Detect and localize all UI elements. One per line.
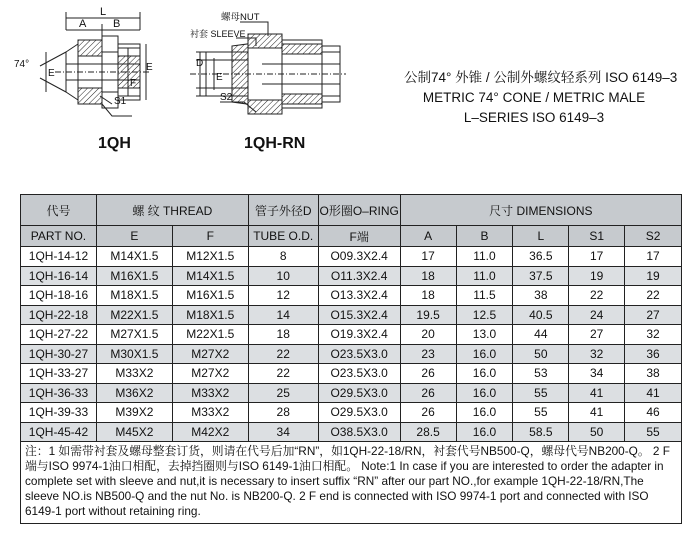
dimensions-table [20, 194, 682, 524]
cell-dim-a: 18 [400, 286, 456, 306]
table-row [21, 325, 682, 345]
cell-tube-od: 25 [248, 383, 318, 403]
table-row [21, 247, 682, 267]
cell-thread-f: M42X2 [172, 422, 248, 442]
dim-e-right-label: E [146, 62, 153, 73]
cell-thread-f: M22X1.5 [172, 325, 248, 345]
cell-dim-a: 20 [400, 325, 456, 345]
header-l: L [513, 226, 569, 247]
cell-dim-s1: 22 [569, 286, 625, 306]
fitting-1qh-drawing [40, 12, 150, 116]
cell-dim-s1: 27 [569, 325, 625, 345]
cell-dim-l: 50 [513, 344, 569, 364]
cell-dim-s1: 19 [569, 266, 625, 286]
header-s2: S2 [625, 226, 682, 247]
cell-dim-a: 28.5 [400, 422, 456, 442]
cell-part-no: 1QH-33-27 [21, 364, 97, 384]
cell-dim-s1: 24 [569, 305, 625, 325]
cell-dim-s2: 17 [625, 247, 682, 267]
cell-dim-b: 16.0 [456, 383, 513, 403]
cell-dim-b: 11.5 [456, 286, 513, 306]
table-header-row-2 [21, 226, 682, 247]
cell-dim-l: 37.5 [513, 266, 569, 286]
cell-dim-s2: 38 [625, 364, 682, 384]
table-row [21, 364, 682, 384]
cell-dim-s1: 50 [569, 422, 625, 442]
cell-dim-l: 55 [513, 403, 569, 423]
dim-e-left-label: E [48, 68, 55, 79]
cell-dim-s2: 19 [625, 266, 682, 286]
header-part-no: PART NO. [21, 226, 97, 247]
cell-thread-e: M14X1.5 [96, 247, 172, 267]
cell-part-no: 1QH-45-42 [21, 422, 97, 442]
cell-thread-f: M33X2 [172, 403, 248, 423]
table-row [21, 286, 682, 306]
cell-oring: O29.5X3.0 [318, 403, 400, 423]
cell-dim-s1: 17 [569, 247, 625, 267]
cell-oring: O19.3X2.4 [318, 325, 400, 345]
cell-dim-s1: 32 [569, 344, 625, 364]
cell-thread-e: M22X1.5 [96, 305, 172, 325]
cell-dim-l: 44 [513, 325, 569, 345]
table-row [21, 266, 682, 286]
cell-dim-l: 40.5 [513, 305, 569, 325]
cell-part-no: 1QH-18-16 [21, 286, 97, 306]
header-tube-od-cn: 管子外径D [248, 195, 318, 226]
cell-oring: O29.5X3.0 [318, 383, 400, 403]
header-a: A [400, 226, 456, 247]
cell-dim-b: 16.0 [456, 344, 513, 364]
cell-part-no: 1QH-36-33 [21, 383, 97, 403]
angle-label: 74° [14, 59, 30, 70]
cell-tube-od: 34 [248, 422, 318, 442]
cell-dim-b: 16.0 [456, 422, 513, 442]
dim-d-label: D [196, 58, 204, 69]
cell-dim-s2: 46 [625, 403, 682, 423]
cell-part-no: 1QH-22-18 [21, 305, 97, 325]
cell-thread-e: M30X1.5 [96, 344, 172, 364]
cell-oring: O38.5X3.0 [318, 422, 400, 442]
cell-oring: O09.3X2.4 [318, 247, 400, 267]
cell-part-no: 1QH-14-12 [21, 247, 97, 267]
cell-thread-f: M27X2 [172, 344, 248, 364]
cell-tube-od: 22 [248, 344, 318, 364]
cell-dim-b: 12.5 [456, 305, 513, 325]
header-oring: O形圈O–RING [318, 195, 400, 226]
cell-tube-od: 8 [248, 247, 318, 267]
heading-line-en-2: L–SERIES ISO 6149–3 [463, 110, 605, 125]
dim-a-label: A [79, 18, 87, 30]
cell-thread-f: M18X1.5 [172, 305, 248, 325]
dim-l-label: L [100, 6, 107, 18]
cell-tube-od: 14 [248, 305, 318, 325]
cell-tube-od: 10 [248, 266, 318, 286]
figure-label-1qh: 1QH [98, 135, 131, 152]
cell-dim-a: 26 [400, 383, 456, 403]
header-dimensions: 尺寸 DIMENSIONS [400, 195, 681, 226]
header-s1: S1 [569, 226, 625, 247]
cell-dim-b: 16.0 [456, 403, 513, 423]
cell-tube-od: 22 [248, 364, 318, 384]
dim-e-label: E [216, 72, 223, 83]
cell-thread-e: M45X2 [96, 422, 172, 442]
cell-dim-b: 11.0 [456, 247, 513, 267]
cell-dim-s2: 32 [625, 325, 682, 345]
notes-text: 注：1 如需带衬套及螺母整套订货，则请在代号后加“RN”，如1QH-22-18/RN，衬套代号NB500-Q，螺母代号NB200-Q。 2 F端与ISO 9974-1油口相配，去掉挡圈则与ISO 6149-1油口相配。 Note:1 In case if you are interested to order the adapter in complete set with sleeve and nut,it is necessary to insert suffix “RN” after our part NO.,for example 1QH-22-18/RN,The sleeve NO.is NB500-Q and the nut No. is NB200-Q. 2 F end is connected with ISO 9974-1 port and connected with ISO 6149-1 port without retaining ring. [21, 442, 682, 524]
cell-dim-s2: 55 [625, 422, 682, 442]
header-thread: 螺 纹 THREAD [96, 195, 248, 226]
header-f: F [172, 226, 248, 247]
cell-dim-l: 36.5 [513, 247, 569, 267]
cell-tube-od: 28 [248, 403, 318, 423]
nut-label: 螺母NUT [221, 12, 260, 23]
cell-dim-b: 11.0 [456, 266, 513, 286]
cell-part-no: 1QH-16-14 [21, 266, 97, 286]
header-part-no-cn: 代号 [21, 195, 97, 226]
cell-dim-s1: 41 [569, 383, 625, 403]
spec-heading [404, 68, 678, 128]
table-header-row-1 [21, 195, 682, 226]
cell-thread-f: M14X1.5 [172, 266, 248, 286]
cell-dim-l: 38 [513, 286, 569, 306]
cell-dim-a: 18 [400, 266, 456, 286]
cell-thread-e: M33X2 [96, 364, 172, 384]
cell-dim-l: 53 [513, 364, 569, 384]
cell-dim-s1: 34 [569, 364, 625, 384]
cell-dim-l: 55 [513, 383, 569, 403]
cell-oring: O23.5X3.0 [318, 344, 400, 364]
cell-oring: O13.3X2.4 [318, 286, 400, 306]
cell-dim-s2: 22 [625, 286, 682, 306]
cell-oring: O11.3X2.4 [318, 266, 400, 286]
cell-dim-b: 13.0 [456, 325, 513, 345]
dim-s1-label: S1 [114, 96, 127, 107]
cell-thread-f: M12X1.5 [172, 247, 248, 267]
cell-part-no: 1QH-39-33 [21, 403, 97, 423]
header-tube-od: TUBE O.D. [248, 226, 318, 247]
cell-thread-e: M16X1.5 [96, 266, 172, 286]
cell-oring: O15.3X2.4 [318, 305, 400, 325]
cell-thread-e: M18X1.5 [96, 286, 172, 306]
cell-dim-a: 26 [400, 364, 456, 384]
cell-dim-l: 58.5 [513, 422, 569, 442]
sleeve-label: 衬套 SLEEVE [190, 29, 246, 39]
cell-dim-a: 19.5 [400, 305, 456, 325]
cell-tube-od: 12 [248, 286, 318, 306]
figure-label-1qh-rn: 1QH-RN [244, 135, 306, 152]
cell-dim-s2: 36 [625, 344, 682, 364]
cell-thread-f: M16X1.5 [172, 286, 248, 306]
header-b: B [456, 226, 513, 247]
cell-part-no: 1QH-27-22 [21, 325, 97, 345]
cell-thread-f: M33X2 [172, 383, 248, 403]
notes-row [21, 442, 682, 524]
cell-dim-a: 17 [400, 247, 456, 267]
cell-dim-a: 23 [400, 344, 456, 364]
dim-b-label: B [113, 18, 121, 30]
table-row [21, 403, 682, 423]
cell-thread-e: M27X1.5 [96, 325, 172, 345]
cell-thread-e: M36X2 [96, 383, 172, 403]
cell-dim-s1: 41 [569, 403, 625, 423]
cell-dim-s2: 41 [625, 383, 682, 403]
cell-dim-a: 26 [400, 403, 456, 423]
header-e: E [96, 226, 172, 247]
cell-oring: O23.5X3.0 [318, 364, 400, 384]
table-row [21, 305, 682, 325]
cell-dim-s2: 27 [625, 305, 682, 325]
cell-part-no: 1QH-30-27 [21, 344, 97, 364]
table-row [21, 383, 682, 403]
table-row [21, 422, 682, 442]
heading-line-en-1: METRIC 74° CONE / METRIC MALE [422, 90, 646, 105]
dim-f-label: F [130, 78, 137, 89]
dim-s2-label: S2 [220, 92, 233, 103]
cell-dim-b: 16.0 [456, 364, 513, 384]
cell-thread-e: M39X2 [96, 403, 172, 423]
table-row [21, 344, 682, 364]
heading-line-cn: 公制74° 外锥 / 公制外螺纹轻系列 ISO 6149–3 [404, 70, 678, 85]
cell-tube-od: 18 [248, 325, 318, 345]
header-f-end: F端 [318, 226, 400, 247]
cell-thread-f: M27X2 [172, 364, 248, 384]
